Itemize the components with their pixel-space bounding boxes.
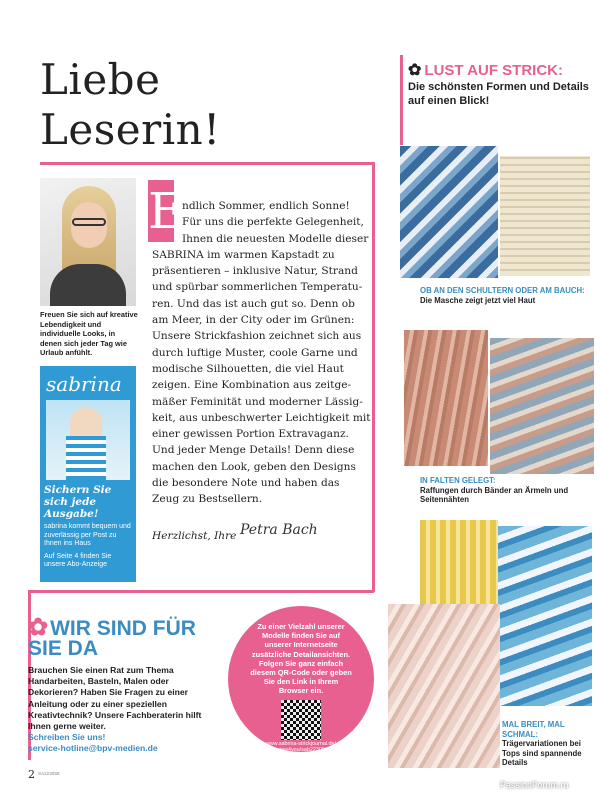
issue-code: SA22305E [38, 771, 60, 776]
caption-1-highlight: OB AN DEN SCHULTERN ODER AM BAUCH: [420, 286, 585, 295]
qr-url-link[interactable]: www.sabrina-strickjournal.de/ view4you/sab22305 [265, 741, 337, 754]
knit-photo-ruched-side [490, 338, 594, 474]
caption-1 [420, 286, 598, 305]
page-number: 2 [28, 768, 35, 781]
promo-text: sabrina kommt bequem und zuverlässig per Post zu Ihnen ins Haus [44, 523, 131, 548]
promo-title: Sichern Sie sich jede Ausgabe! [44, 484, 112, 520]
flower-icon: ✿ [28, 614, 49, 641]
caption-3-highlight: MAL BREIT, MAL SCHMAL: [502, 720, 565, 739]
qr-description: Zu einer Vielzahl unserer Modelle finden Sie auf unserer Internetseite zusätzliche Detailansichten. Folgen Sie ganz einfach diesem QR-Code oder geben Sie den Link in Ihrem Browser ein. [250, 622, 352, 696]
page-title [40, 55, 221, 155]
knit-photo-cream-top [500, 156, 590, 276]
portrait-caption: Freuen Sie sich auf kreative Lebendigkeit und individuelle Looks, in denen sich jeder Tag wie Urlaub anfühlt. [40, 310, 138, 358]
column-divider [372, 162, 375, 592]
help-title: ✿WIR SIND FÜR SIE DA [28, 614, 196, 660]
bottom-box-top-rule [28, 590, 374, 593]
section-header [408, 62, 598, 108]
closing-line: Herzlichst, Ihre [152, 530, 237, 542]
flower-icon: ✿ [408, 62, 422, 79]
vertical-divider [400, 55, 403, 145]
section-title: LUST AUF STRICK: [424, 62, 564, 79]
knit-photo-blue-strap [498, 526, 592, 706]
knit-photo-blue-wave [400, 146, 498, 278]
page-title-line2: Leserin! [40, 105, 221, 154]
caption-2-text: Raffungen durch Bänder an Ärmeln und Seitennähten [420, 485, 569, 505]
signature: Petra Bach [240, 522, 318, 538]
section-subtitle: Die schönsten Formen und Details auf einen Blick! [408, 81, 589, 107]
editor-portrait [40, 178, 136, 306]
help-body: Brauchen Sie einen Rat zum Thema Handarbeiten, Basteln, Malen oder Dekorieren? Haben Sie Fragen zu einer Anleitung oder zu einer speziellen Kreativtechnik? Unsere Fachberaterin hilft Ihnen gerne weiter. [28, 665, 202, 732]
qr-code-icon[interactable] [281, 700, 321, 740]
title-underline [40, 162, 372, 165]
page-title-line1: Liebe [40, 55, 161, 104]
dropcap: E [148, 182, 185, 240]
caption-2 [420, 476, 596, 505]
knit-photo-ruched-sleeve [404, 330, 488, 466]
caption-2-highlight: IN FALTEN GELEGT: [420, 476, 496, 485]
help-email-link[interactable]: service-hotline@bpv-medien.de [28, 743, 158, 754]
help-box [28, 614, 228, 755]
watermark: PassionForum.ru [500, 780, 569, 790]
promo-ref: Auf Seite 4 finden Sie unsere Abo-Anzeige [44, 552, 112, 569]
help-link-label[interactable]: Schreiben Sie uns! [28, 732, 106, 743]
magazine-logo: sabrina [46, 372, 122, 396]
knit-photo-pink-lace [388, 604, 500, 768]
caption-3 [502, 720, 598, 768]
magazine-cover[interactable] [40, 366, 136, 582]
caption-1-text: Die Masche zeigt jetzt viel Haut [420, 295, 536, 305]
caption-3-text: Trägervariationen bei Tops sind spannende Details [502, 739, 582, 768]
letter-body: ndlich Sommer, endlich Sonne! Für uns die perfekte Gelegenheit, Ihnen die neuesten Modelle dieser SABRINA im warmen Kapstadt zu präsentieren – inklusive Natur, Strand und spürbar sommerlichen Temperatu- ren. Und das ist auch gut so. Denn ob am Meer, in der City oder im Grünen: Unsere Strickfashion zeichnet sich aus durch luftige Muster, coole Garne und modische Silhouetten, die viel Haut zeigen. Eine Kombination aus zeitge- mäßer Feminität und moderner Lässig- keit, aus unbeschwerter Leichtigkeit mit einer gewissen Portion Extravaganz. Und jeder Menge Details! Denn diese machen den Look, geben den Designs die besondere Note und haben das Zeug zu Bestsellern. [152, 200, 371, 506]
